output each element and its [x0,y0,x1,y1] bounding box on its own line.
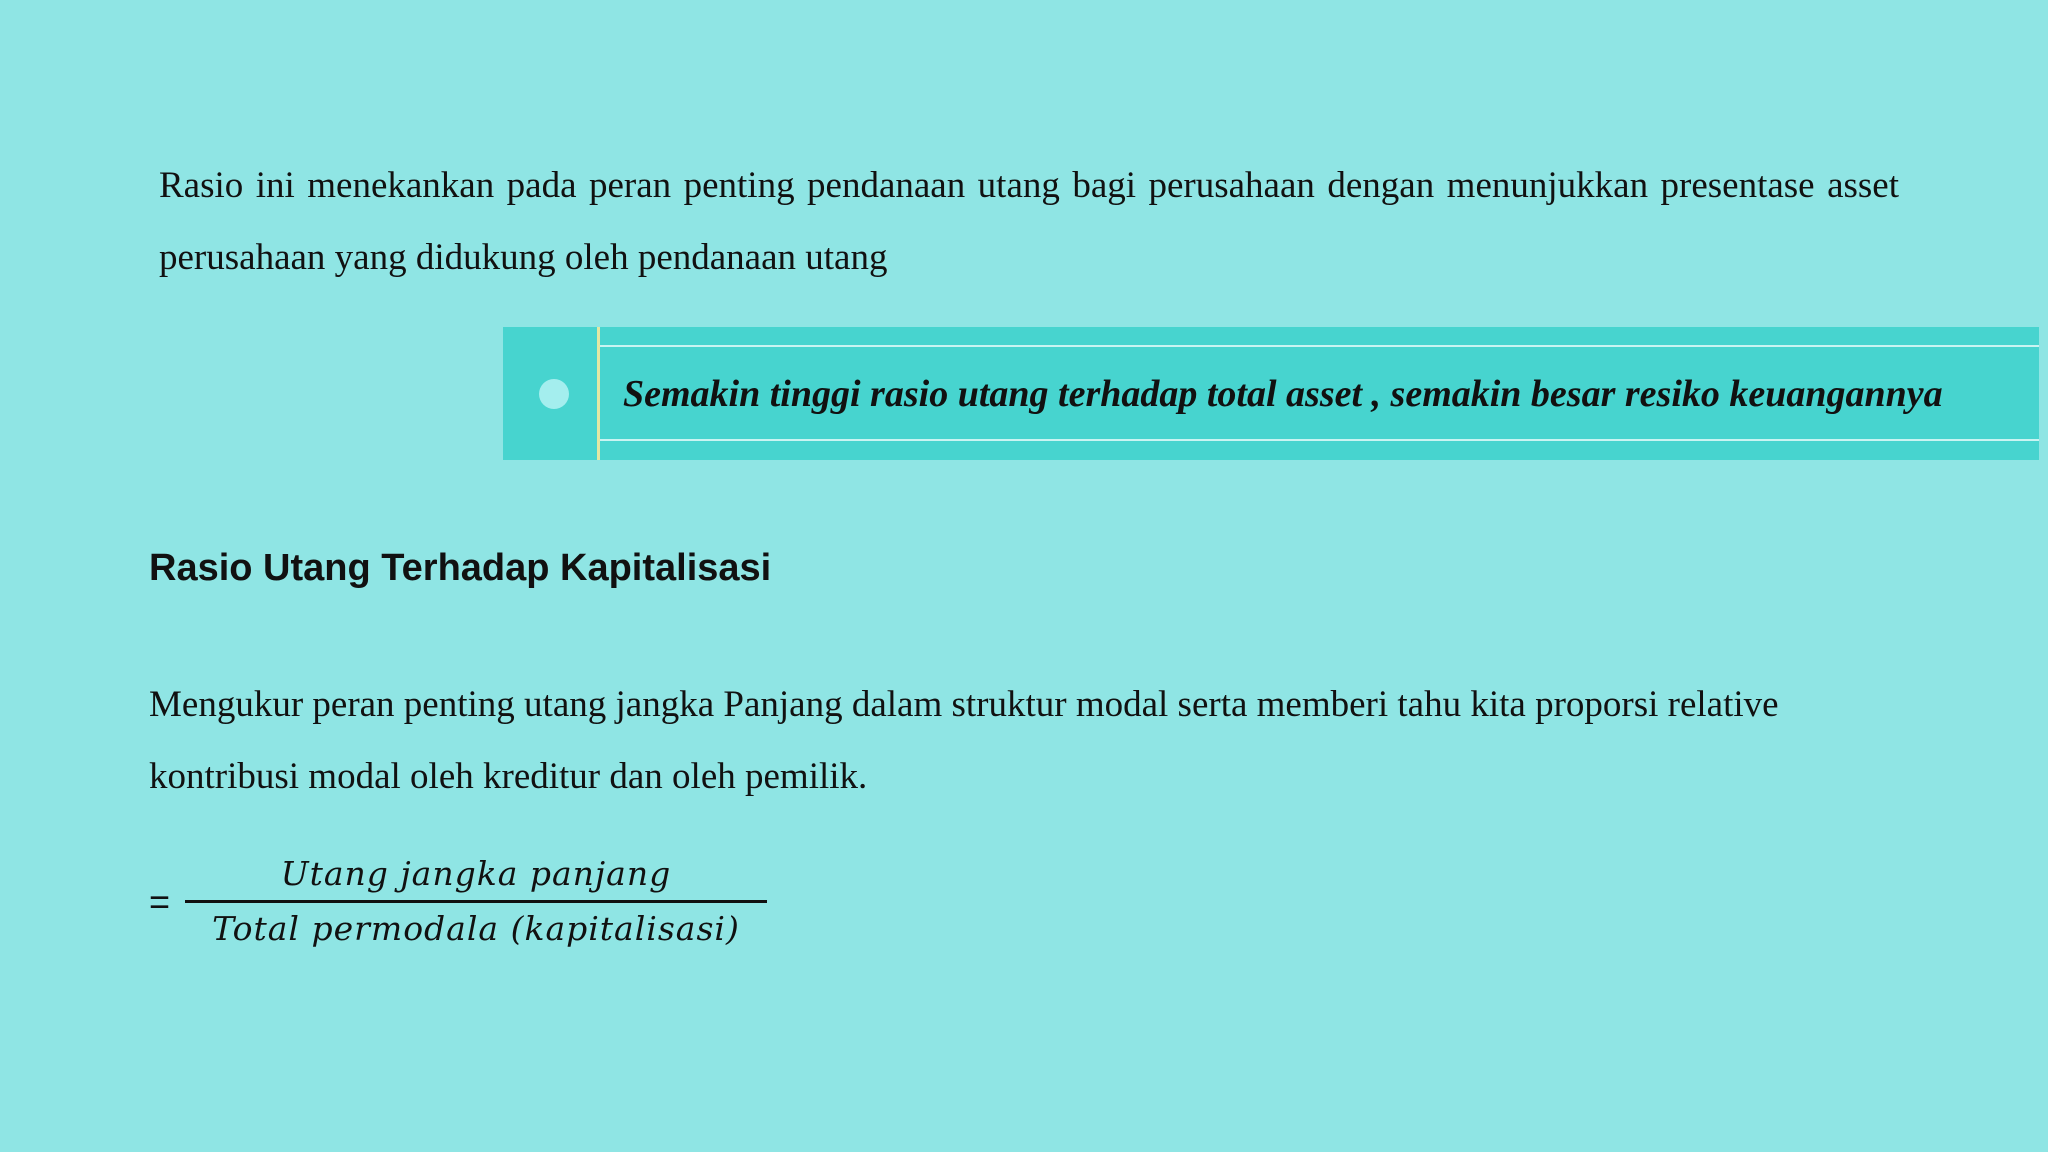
bullet-circle-icon [539,379,569,409]
callout-rule-top [600,345,2039,347]
formula [149,850,789,960]
callout-box [503,327,2039,460]
callout-bullet-column [503,327,597,460]
callout-text: Semakin tinggi rasio utang terhadap total asset , semakin besar resiko keuangannya [623,373,1943,415]
intro-paragraph: Rasio ini menekankan pada peran penting pendanaan utang bagi perusahaan dengan menunjukkan presentase asset perusahaan yang didukung oleh pendanaan utang [159,165,1899,278]
formula-denominator: Total permodala (kapitalisasi) [212,909,740,948]
formula-equals-sign: = [149,881,171,922]
callout-rule-bottom [600,439,2039,441]
formula-numerator: Utang jangka panjang [280,854,672,893]
section-paragraph: Mengukur peran penting utang jangka Panjang dalam struktur modal serta memberi tahu kita proporsi relative kontribusi modal oleh kreditur dan oleh pemilik. [149,684,1779,797]
formula-fraction [185,850,767,955]
section-heading: Rasio Utang Terhadap Kapitalisasi [149,547,772,589]
